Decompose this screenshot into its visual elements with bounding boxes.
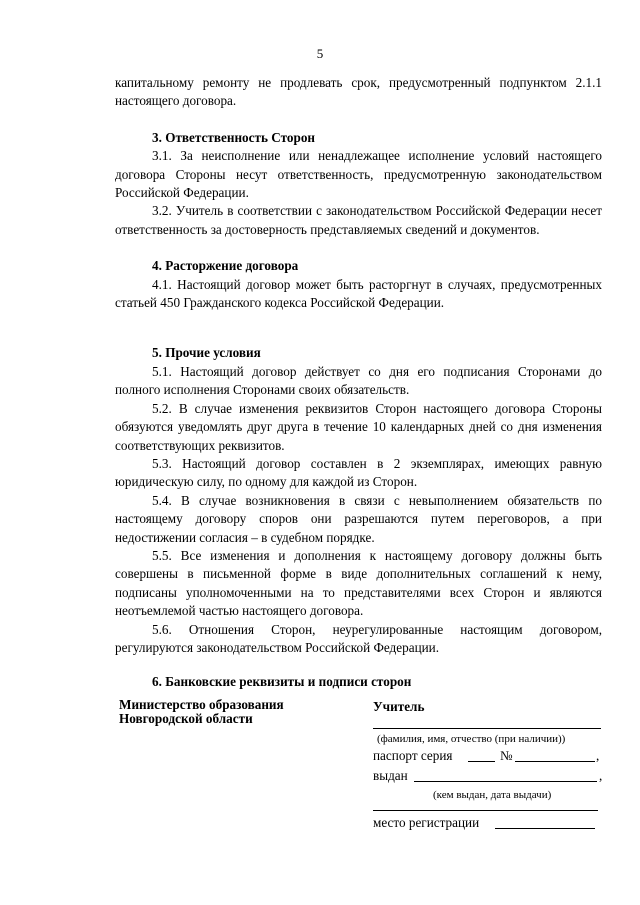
teacher-party-title: Учитель — [373, 698, 425, 714]
clause-3-1: 3.1. За неисполнение или ненадлежащее исполнение условий настоящего договора Стороны несут ответственность, предусмотренную законодательством Российской Федерации. — [115, 148, 602, 201]
clause-5-5: 5.5. Все изменения и дополнения к настоящему договору должны быть совершены в письменной форме в виде дополнительных соглашений к нему, подписаны уполномоченными на то представителями всех Сторон и являются неотъемлемой частью настоящего договора. — [115, 547, 602, 619]
passport-series-blank — [468, 761, 495, 762]
section-4-heading: 4. Расторжение договора — [152, 258, 299, 274]
section-5-heading: 5. Прочие условия — [152, 345, 261, 361]
clause-5-1: 5.1. Настоящий договор действует со дня его подписания Сторонами до полного исполнения Сторонами своих обязательств. — [115, 363, 602, 398]
number-sign: № — [500, 747, 513, 763]
section-6-heading: 6. Банковские реквизиты и подписи сторон — [152, 674, 412, 690]
clause-4-1: 4.1. Настоящий договор может быть расторгнут в случаях, предусмотренных статьей 450 Гражданского кодекса Российской Федерации. — [115, 276, 602, 311]
clause-5-3: 5.3. Настоящий договор составлен в 2 экземплярах, имеющих равную юридическую силу, по одному для каждой из Сторон. — [115, 455, 602, 490]
fio-signature-line — [373, 728, 601, 729]
ministry-name-line2: Новгородской области — [119, 711, 253, 727]
clause-3-2: 3.2. Учитель в соответствии с законодательством Российской Федерации несет ответственность за достоверность представляемых сведений и документов. — [115, 203, 602, 237]
issued-blank — [414, 781, 597, 782]
clause-5-6: 5.6. Отношения Сторон, неурегулированные настоящим договором, регулируются законодательством Российской Федерации. — [115, 621, 602, 655]
carryover-paragraph: капитальному ремонту не продлевать срок, предусмотренный подпунктом 2.1.1 настоящего договора. — [115, 75, 602, 109]
document-body — [115, 74, 602, 868]
passport-series-label: паспорт серия — [373, 747, 453, 763]
issued-caption: (кем выдан, дата выдачи) — [433, 788, 552, 801]
requisites-block — [115, 698, 602, 868]
passport-comma: , — [596, 747, 600, 763]
issued-continuation-line — [373, 810, 598, 811]
registration-blank — [495, 828, 595, 829]
ministry-name-line1: Министерство образования — [119, 696, 284, 712]
fio-caption: (фамилия, имя, отчество (при наличии)) — [377, 732, 566, 745]
page-number: 5 — [316, 46, 324, 61]
section-3-heading: 3. Ответственность Сторон — [152, 129, 316, 145]
registration-label: место регистрации — [373, 814, 480, 830]
clause-5-2: 5.2. В случае изменения реквизитов Сторон настоящего договора Стороны обязуются уведомлять друг друга в течение 10 календарных дней со дня изменения соответствующих реквизитов. — [115, 400, 602, 453]
clause-5-4: 5.4. В случае возникновения в связи с невыполнением обязательств по настоящему договору споров они разрешаются путем переговоров, а при недостижении согласия – в судебном порядке. — [115, 492, 602, 545]
issued-label: выдан — [373, 767, 408, 783]
issued-comma: , — [599, 767, 603, 783]
ministry-party — [119, 698, 284, 727]
passport-number-blank — [515, 761, 595, 762]
